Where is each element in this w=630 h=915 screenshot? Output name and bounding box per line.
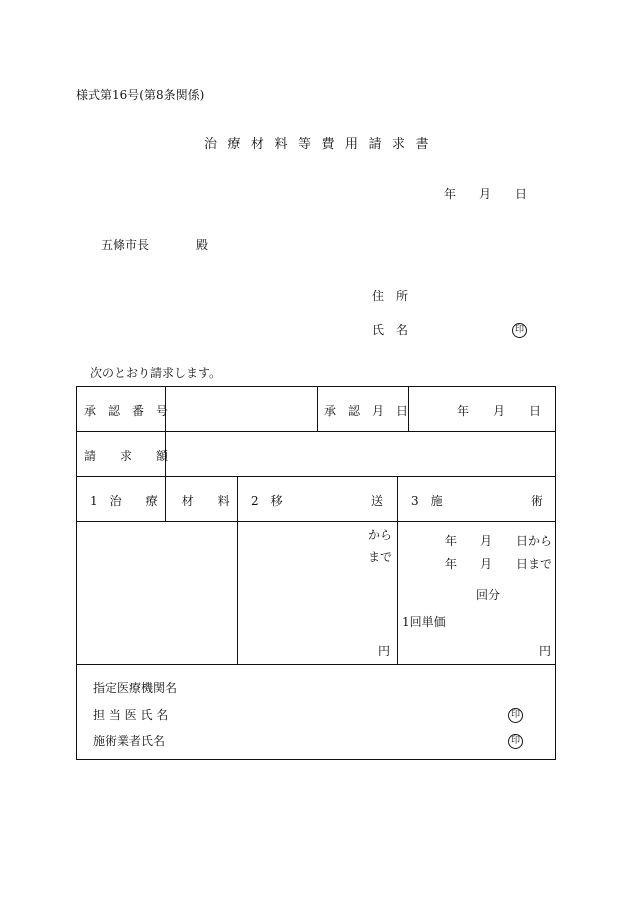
period-to-month: 月 xyxy=(480,557,493,571)
title-char: 求 xyxy=(392,137,406,152)
row-divider xyxy=(77,431,555,432)
row-divider xyxy=(77,664,555,665)
row-divider xyxy=(77,476,555,477)
title-char: 療 xyxy=(227,137,241,152)
title-char: 書 xyxy=(415,137,429,152)
title-char: 用 xyxy=(345,137,359,152)
applicant-address-label: 住 所 xyxy=(372,289,409,303)
date-month: 月 xyxy=(479,187,492,201)
intro-text: 次のとおり請求します。 xyxy=(90,366,222,380)
doctor-seal xyxy=(508,706,523,723)
document-title xyxy=(204,133,430,152)
treatment-materials-header: 1 治 療 材 料 xyxy=(90,494,230,508)
treatment-header-end: 術 xyxy=(531,494,544,508)
transport-header-num: 2 移 xyxy=(251,494,283,508)
applicant-name-label: 氏 名 xyxy=(372,323,409,337)
times-label: 回分 xyxy=(476,588,501,602)
date-day: 日 xyxy=(515,187,528,201)
applicant-seal xyxy=(512,321,527,338)
period-from-year: 年 xyxy=(445,534,458,548)
approval-date-day: 日 xyxy=(529,404,542,418)
treatment-yen: 円 xyxy=(539,644,552,658)
period-to-suffix: 日まで xyxy=(516,557,553,571)
practitioner-label: 施術業者氏名 xyxy=(93,734,166,748)
approval-date-month: 月 xyxy=(493,404,506,418)
transport-to: まで xyxy=(368,550,393,564)
practitioner-seal xyxy=(508,732,523,749)
title-char: 材 xyxy=(251,137,265,152)
period-from-month: 月 xyxy=(480,534,493,548)
col-divider xyxy=(397,476,398,664)
claim-form-table xyxy=(76,386,556,760)
title-char: 料 xyxy=(274,137,288,152)
title-char: 請 xyxy=(368,137,382,152)
treatment-header-num: 3 施 xyxy=(411,494,443,508)
approval-date-label: 承 認 月 日 xyxy=(324,404,409,418)
title-char: 費 xyxy=(321,137,335,152)
unit-price-label: 1回単価 xyxy=(402,615,446,629)
title-char: 治 xyxy=(204,137,218,152)
date-year: 年 xyxy=(444,187,457,201)
period-to-year: 年 xyxy=(445,557,458,571)
title-char: 等 xyxy=(298,137,312,152)
doctor-label: 担 当 医 氏 名 xyxy=(93,708,169,722)
seal-mark: 印 xyxy=(512,323,527,338)
institution-label: 指定医療機関名 xyxy=(93,681,178,695)
approval-date-year: 年 xyxy=(457,404,470,418)
row-divider xyxy=(77,521,555,522)
claim-amount-label: 請 求 額 xyxy=(84,449,169,463)
seal-mark: 印 xyxy=(508,734,523,749)
period-from-suffix: 日から xyxy=(516,534,553,548)
addressee-name: 五條市長 xyxy=(101,238,150,252)
col-divider xyxy=(237,476,238,664)
form-number: 様式第16号(第8条関係) xyxy=(76,88,205,102)
transport-yen: 円 xyxy=(378,644,391,658)
transport-header-end: 送 xyxy=(371,494,384,508)
col-divider xyxy=(317,387,318,431)
transport-from: から xyxy=(368,528,393,542)
seal-mark: 印 xyxy=(508,708,523,723)
addressee-suffix: 殿 xyxy=(196,238,209,252)
approval-number-label: 承 認 番 号 xyxy=(84,404,169,418)
col-divider xyxy=(408,387,409,431)
